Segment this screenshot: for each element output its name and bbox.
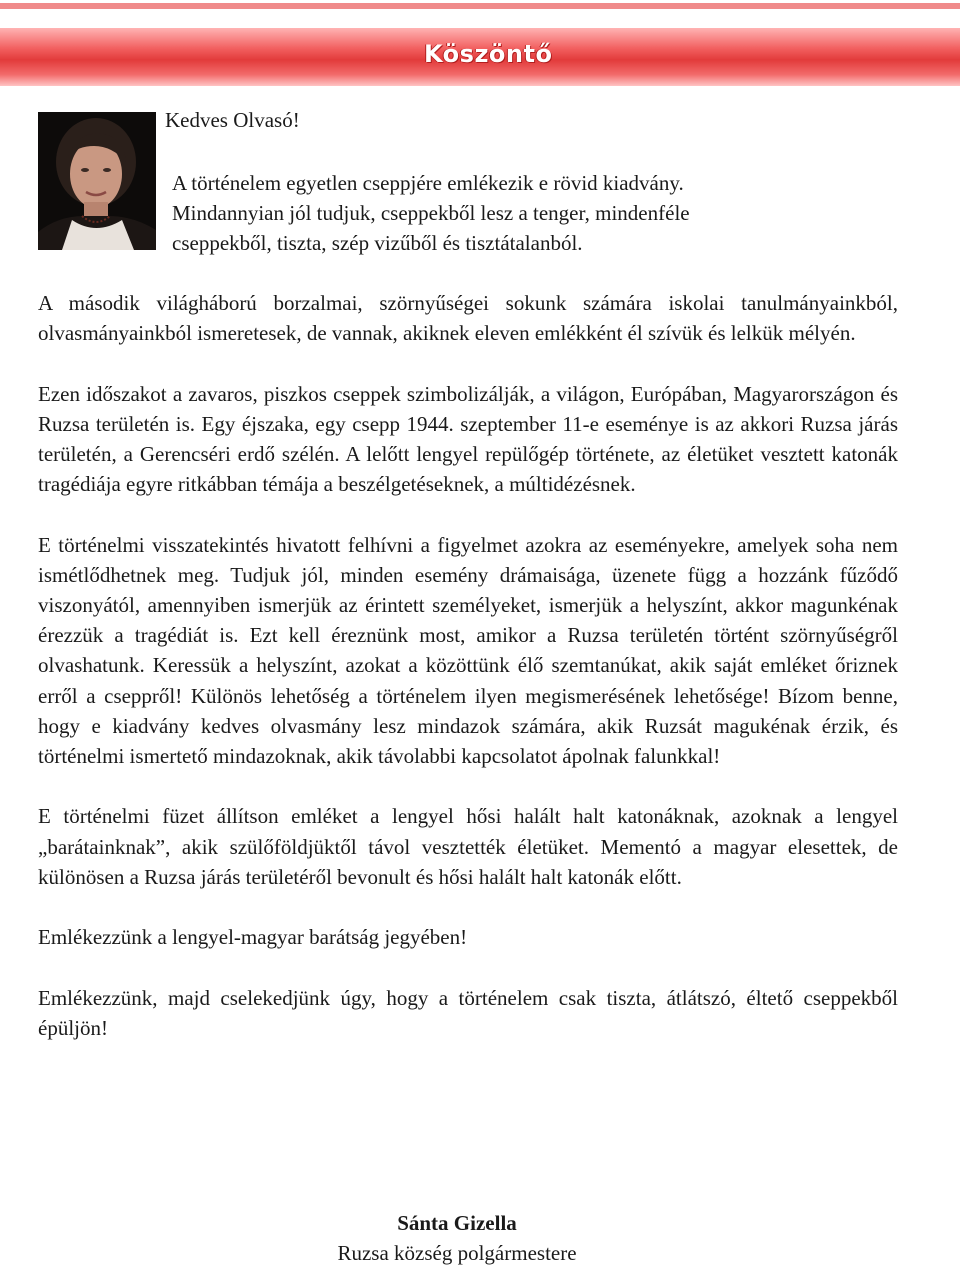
signature-name: Sánta Gizella [397, 1211, 517, 1235]
paragraph: Emlékezzünk a lengyel-magyar barátság jegyében! [38, 925, 468, 950]
paragraph: A második világháború borzalmai, szörnyűségei sokunk számára iskolai tanulmányainkból, olvasmányainkból ismeretesek, de vannak, akiknek eleven emlékként él szívük és lelkük mélyén. [38, 291, 898, 346]
paragraph: E történelmi visszatekintés hivatott felhívni a figyelmet azokra az eseményekre, amelyek soha nem ismétlődhetnek meg. Tudjuk jól, minden esemény drámaisága, üzenete függ a hozzánk fűződő viszonyától, amennyiben ismerjük az érintett személyeket, ismerjük a helyszínt, akkor magunkénak érezzük a tragédiát is. Ezt kell éreznünk most, amikor a Ruzsa területén történt szörnyűségről olvashatunk. Keressük a helyszínt, azokat a közöttünk élő szemtanúkat, akik saját emléket őriznek erről a cseppről! Különös lehetőség a történelem ilyen megismerésének lehetősége! Bízom benne, hogy e kiadvány kedves olvasmány lesz mindazok számára, akik Ruzsát magukénak érzik, és történelmi ismertető mindazoknak, akik távolabbi kapcsolatot ápolnak falunkkal! [38, 532, 898, 769]
page-title: Köszöntő [424, 40, 553, 68]
signature-title: Ruzsa község polgármestere [337, 1241, 577, 1265]
paragraph: Ezen időszakot a zavaros, piszkos cseppek szimbolizálják, a világon, Európában, Magyarországon és Ruzsa területén is. Egy éjszaka, egy csepp 1944. szeptember 11-e eseménye is az akkori Ruzsa járás területén, a Gerencséri erdő szélén. A lelőtt lengyel repülőgép története, az életüket vesztett katonák tragédiája egyre ritkábban témája a beszélgetéseknek, a múltidézésnek. [38, 381, 898, 497]
signature-block [0, 1208, 914, 1268]
portrait-photo [38, 112, 156, 250]
paragraph: Emlékezzünk, majd cselekedjünk úgy, hogy a történelem csak tiszta, átlátszó, éltető cseppekből épüljön! [38, 985, 898, 1040]
greeting: Kedves Olvasó! [165, 108, 300, 132]
paragraph: E történelmi füzet állítson emléket a lengyel hősi halált halt katonáknak, azoknak a lengyel „barátainknak”, akik szülőföldjüktől távol vesztették életüket. Mementó a magyar elesettek, de különösen a Ruzsa járás területéről bevonult és hősi halált halt katonák előtt. [38, 804, 898, 889]
intro-line: cseppekből, tiszta, szép vizűből és tisztátalanból. [172, 231, 583, 255]
top-accent-rule [0, 3, 960, 9]
intro-text [172, 168, 932, 258]
letter-body [38, 288, 898, 1073]
intro-line: A történelem egyetlen cseppjére emlékezik e rövid kiadvány. [172, 171, 684, 195]
author-portrait [38, 112, 156, 250]
intro-line: Mindannyian jól tudjuk, cseppekből lesz a tenger, mindenféle [172, 201, 690, 225]
